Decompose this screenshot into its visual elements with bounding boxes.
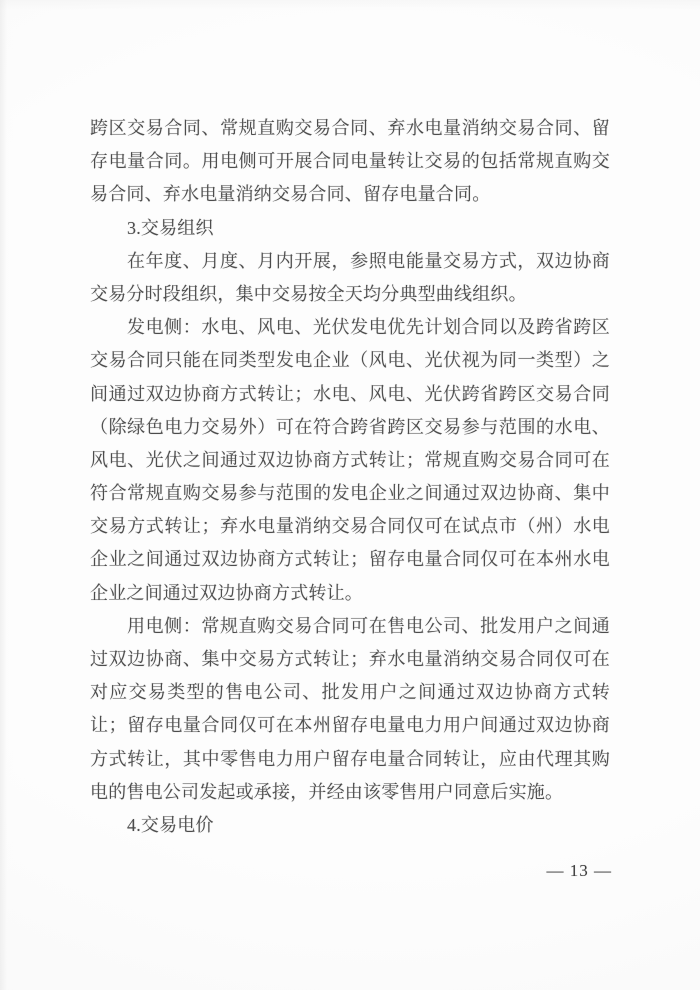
- text-line: 交易合同只能在同类型发电企业（风电、光伏视为同一类型）之: [90, 350, 610, 371]
- text-line: 跨区交易合同、常规直购交易合同、弃水电量消纳交易合同、留: [90, 118, 610, 138]
- text-line: 交易方式转让；弃水电量消纳交易合同仅可在试点市（州）水电: [90, 516, 610, 537]
- text-line: 符合常规直购交易参与范围的发电企业之间通过双边协商、集中: [90, 483, 610, 504]
- text-line: 风电、光伏之间通过双边协商方式转让；常规直购交易合同可在: [90, 449, 610, 470]
- text-line: （除绿色电力交易外）可在符合跨省跨区交易参与范围的水电、: [90, 416, 610, 437]
- text-line: 交易分时段组织，集中交易按全天均分典型曲线组织。: [90, 283, 527, 304]
- text-block: [90, 112, 610, 842]
- text-line: 企业之间通过双边协商方式转让；留存电量合同仅可在本州水电: [90, 549, 610, 570]
- text-line: 在年度、月度、月内开展，参照电能量交易方式，双边协商: [127, 250, 610, 271]
- text-line: 间通过双边协商方式转让；水电、风电、光伏跨省跨区交易合同: [90, 383, 610, 404]
- text-line: 存电量合同。用电侧可开展合同电量转让交易的包括常规直购交: [90, 151, 610, 172]
- text-line: 方式转让，其中零售电力用户留存电量合同转让，应由代理其购: [90, 748, 610, 769]
- page-number: — 13 —: [546, 861, 612, 880]
- text-line: 发电侧：水电、风电、光伏发电优先计划合同以及跨省跨区: [127, 317, 610, 338]
- text-line: 过双边协商、集中交易方式转让；弃水电量消纳交易合同仅可在: [90, 649, 610, 669]
- section-heading: 4.交易电价: [127, 814, 214, 835]
- text-line: 易合同、弃水电量消纳交易合同、留存电量合同。: [90, 184, 491, 205]
- section-heading: 3.交易组织: [127, 217, 214, 238]
- text-line: 用电侧：常规直购交易合同可在售电公司、批发用户之间通: [127, 615, 610, 636]
- text-line: 对应交易类型的售电公司、批发用户之间通过双边协商方式转: [90, 682, 610, 703]
- text-line: 企业之间通过双边协商方式转让。: [90, 582, 363, 603]
- text-line: 电的售电公司发起或承接，并经由该零售用户同意后实施。: [90, 781, 564, 802]
- text-line: 让；留存电量合同仅可在本州留存电量电力用户间通过双边协商: [90, 715, 610, 736]
